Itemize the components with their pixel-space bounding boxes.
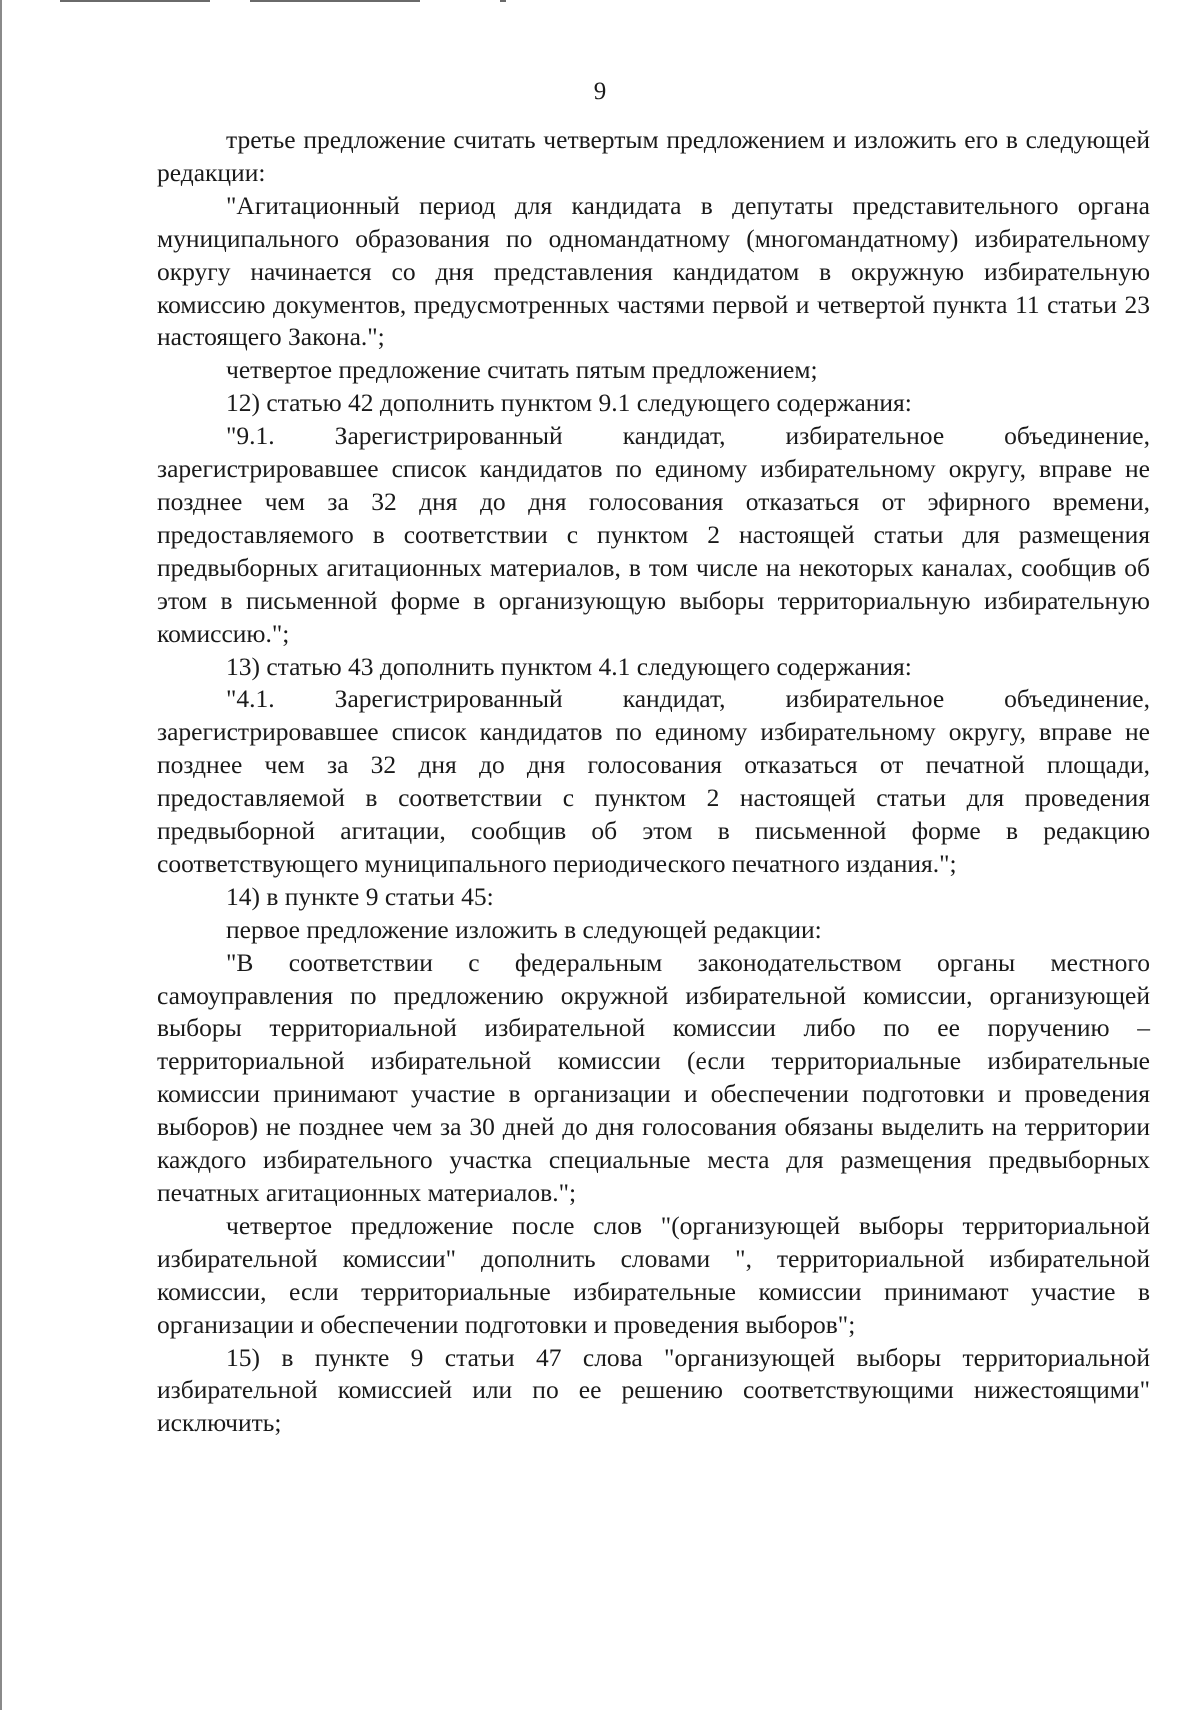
paragraph: "4.1. Зарегистрированный кандидат, избирательное объединение, зарегистрировавшее список кандидатов по единому избирательному округу, вправе не позднее чем за 32 дня до дня голосования отказаться от печатной площади, предоставляемой в соответствии с пунктом 2 настоящей статьи для проведения предвыборной агитации, сообщив об этом в письменной форме в редакцию соответствующего муниципального периодического печатного издания.";: [157, 684, 1150, 878]
paragraph: четвертое предложение после слов "(организующей выборы территориальной избирательной комиссии" дополнить словами ", территориальной избирательной комиссии, если территориальные избирательные комиссии принимают участие в организации и обеспечении подготовки и проведения выборов";: [157, 1210, 1150, 1339]
paragraph: 14) в пункте 9 статьи 45:: [226, 881, 494, 911]
paragraph: "9.1. Зарегистрированный кандидат, избирательное объединение, зарегистрировавшее список кандидатов по единому избирательному округу, вправе не позднее чем за 32 дня до дня голосования отказаться от эфирного времени, предоставляемого в соответствии с пунктом 2 настоящей статьи для размещения предвыборных агитационных материалов, в том числе на некоторых каналах, сообщив об этом в письменной форме в организующую выборы территориальную избирательную комиссию.";: [157, 421, 1150, 648]
scan-top-mark: [500, 0, 506, 2]
scan-top-mark: [60, 0, 210, 2]
paragraph: 12) статью 42 дополнить пунктом 9.1 следующего содержания:: [226, 388, 912, 418]
paragraph: четвертое предложение считать пятым предложением;: [226, 355, 818, 385]
scan-left-edge: [0, 0, 2, 1710]
paragraph: третье предложение считать четвертым предложением и изложить его в следующей редакции:: [157, 125, 1150, 187]
page-number: 9: [593, 78, 607, 105]
scan-top-mark: [250, 0, 420, 2]
paragraph: 13) статью 43 дополнить пунктом 4.1 следующего содержания:: [226, 651, 912, 681]
paragraph: "Агитационный период для кандидата в депутаты представительного органа муниципального образования по одномандатному (многомандатному) избирательному округу начинается со дня представления кандидатом в окружную избирательную комиссию документов, предусмотренных частями первой и четвертой пункта 11 статьи 23 настоящего Закона.";: [157, 190, 1150, 352]
paragraph: 15) в пункте 9 статьи 47 слова "организующей выборы территориальной избирательной комиссией или по ее решению соответствующими нижестоящими" исключить;: [157, 1342, 1150, 1438]
document-body: [157, 124, 1150, 1440]
paragraph: "В соответствии с федеральным законодательством органы местного самоуправления по предложению окружной избирательной комиссии, организующей выборы территориальной избирательной комиссии либо по ее поручению – территориальной избирательной комиссии (если территориальные избирательные комиссии принимают участие в организации и обеспечении подготовки и проведения выборов) не позднее чем за 30 дней до дня голосования обязаны выделить на территории каждого избирательного участка специальные места для размещения предвыборных печатных агитационных материалов.";: [157, 947, 1150, 1207]
paragraph: первое предложение изложить в следующей редакции:: [226, 914, 822, 944]
